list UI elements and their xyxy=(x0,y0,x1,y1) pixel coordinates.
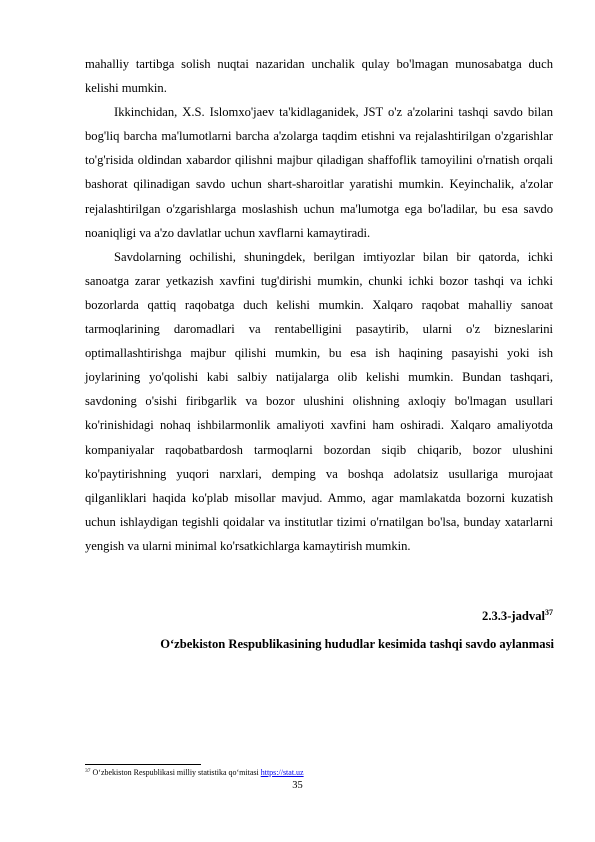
table-title: O‘zbekiston Respublikasining hududlar kesimida tashqi savdo aylanmasi xyxy=(160,637,554,651)
paragraph-continuation: mahalliy tartibga solish nuqtai nazaridan unchalik qulay bo'lmagan munosabatga duch kelishi mumkin. xyxy=(85,57,553,96)
page-number: 35 xyxy=(292,780,303,791)
table-label-footnote-ref[interactable]: 37 xyxy=(545,608,553,617)
paragraph-competition-risks: Savdolarning ochilishi, shuningdek, berilgan imtiyozlar bilan bir qatorda, ichki sanoatga zarar yetkazish xavfini tug'dirishi mumkin, chunki ichki bozor tashqi va ichki bozorlarda qattiq raqobatga duch kelishi mumkin. Xalqaro raqobat mahalliy sanoat tarmoqlarining daromadlari va rentabelligini pasaytirib, ularni o'z bizneslarini optimallashtirishga majbur qilishi mumkin, bu esa ish haqining pasayishi yoki ish joylarining yo'qolishi kabi salbiy natijalarga olib kelishi mumkin. Bundan tashqari, savdoning o'sishi firibgarlik va bozor ulushini olishning axloqiy bo'lmagan usullari ko'rinishidagi nohaq ishbilarmonlik amaliyoti xavfini ham oshiradi. Xalqaro amaliyotda kompaniyalar raqobatbardosh tarmoqlarni bozordan siqib chiqarib, bozor ulushini ko'paytirishning yuqori narxlari, demping va boshqa adolatsiz usullariga murojaat qilganliklari haqida ko'plab misollar mavjud. Ammo, agar mamlakatda bozorni kuzatish uchun ishlaydigan tegishli qoidalar va institutlar tizimi o'rnatilgan bo'lsa, bunday xatarlarni yengish va ularni minimal ko'rsatkichlarga kamaytirish mumkin. xyxy=(85,249,553,553)
table-label xyxy=(482,606,553,626)
footnote-marker: 37 xyxy=(85,768,91,774)
footnote xyxy=(85,767,304,779)
body-text xyxy=(85,52,553,558)
table-label-text: 2.3.3-jadval xyxy=(482,609,545,623)
footnote-text: O‘zbekiston Respublikasi milliy statistika qo‘mitasi xyxy=(90,768,261,777)
footnote-separator xyxy=(85,764,201,765)
paragraph-transparency: Ikkinchidan, X.S. Islomxo'jaev ta'kidlaganidek, JST o'z a'zolarini tashqi savdo bilan bog'liq barcha ma'lumotlarni barcha a'zolarga taqdim etishni va rejalashtirilgan o'zgarishlar to'g'risida oldindan xabardor qilishni majbur qiladigan shaffoflik tamoyilini o'rnatish orqali bashorat qilinadigan savdo uchun shart-sharoitlar yaratishi mumkin. Keyinchalik, a'zolar rejalashtirilgan o'zgarishlarga moslashish uchun ma'lumotga ega bo'ladilar, bu esa savdo noaniqligi va a'zo davlatlar uchun xavflarni kamaytiradi. xyxy=(85,105,553,240)
footnote-link[interactable]: https://stat.uz xyxy=(260,768,304,777)
